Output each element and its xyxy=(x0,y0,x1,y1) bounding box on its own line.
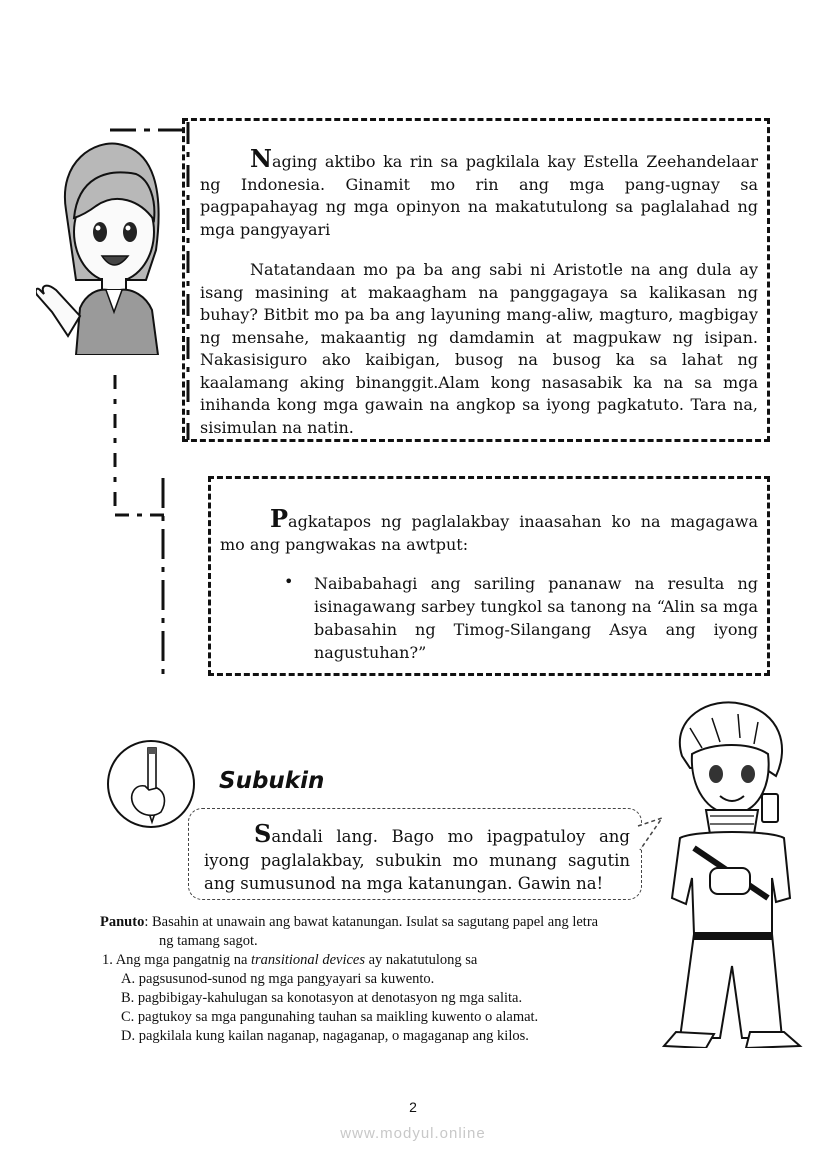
choice-d: D. pagkilala kung kailan naganap, nagaganap, o magaganap ang kilos. xyxy=(121,1028,529,1044)
choice-b: B. pagbibigay-kahulugan sa konotasyon at denotasyon ng mga salita. xyxy=(121,990,523,1006)
choice-c: C. pagtukoy sa mga pangunahing tauhan sa maikling kuwento o alamat. xyxy=(121,1009,539,1025)
drop-cap: S xyxy=(254,819,272,848)
bullet-marker: • xyxy=(284,572,294,591)
student-illustration xyxy=(650,698,810,1048)
instructions-label: Panuto xyxy=(100,914,145,930)
bubble-text: Sandali lang. Bago mo ipagpatuloy ang iyong paglalakbay, subukin mo munang sagutin ang sumusunod na mga katanungan. Gawin na! xyxy=(204,819,630,893)
intro-paragraph-2: Natatandaan mo pa ba ang sabi ni Aristotle na ang dula ay isang masining at makaagham na panggagaya sa kalikasan ng buhay? Bitbit mo pa ba ang layuning mang-aliw, magturo, magbigay ng mensahe, makaantig ng damdamin at magpukaw ng isipan. Nakasisiguro ako kaibigan, busog na busog ka sa lahat ng kaalamang aking binanggit.Alam kong nasasabik ka na sa mga inihanda kong mga gawain na angkop sa iyong pagkatuto. Tara na, sisimulan na natin. xyxy=(200,260,758,437)
teacher-illustration xyxy=(36,140,170,355)
question-1: 1. Ang mga pangatnig na transitional devices ay nakatutulong sa xyxy=(102,952,478,968)
instructions: Panuto: Basahin at unawain ang bawat katanungan. Isulat sa sagutang papel ang letra xyxy=(100,914,599,930)
instructions-continued: ng tamang sagot. xyxy=(159,933,258,949)
intro-paragraph-1: Naging aktibo ka rin sa pagkilala kay Estella Zeehandelaar ng Indonesia. Ginamit mo rin ang mga pang-ugnay sa pagpapahayag ng mga opinyon na makatutulong sa paglalahad ng mga pangyayari xyxy=(200,144,758,239)
objective-bullet: Naibabahagi ang sariling pananaw na resulta ng isinagawang sarbey tungkol sa tanong na “Alin sa mga babasahin ng Timog-Silangang Asya ang iyong nagustuhan?” xyxy=(314,574,758,662)
section-title: Subukin xyxy=(219,768,325,794)
drop-cap: P xyxy=(270,504,289,533)
drop-cap: N xyxy=(250,144,272,173)
watermark: www.modyul.online xyxy=(340,1125,486,1142)
page-number: 2 xyxy=(409,1099,417,1115)
choice-a: A. pagsusunod-sunod ng mga pangyayari sa kuwento. xyxy=(121,971,435,987)
pencil-hand-icon xyxy=(105,738,197,830)
objective-paragraph: Pagkatapos ng paglalakbay inaasahan ko na magagawa mo ang pangwakas na awtput: xyxy=(220,504,758,554)
